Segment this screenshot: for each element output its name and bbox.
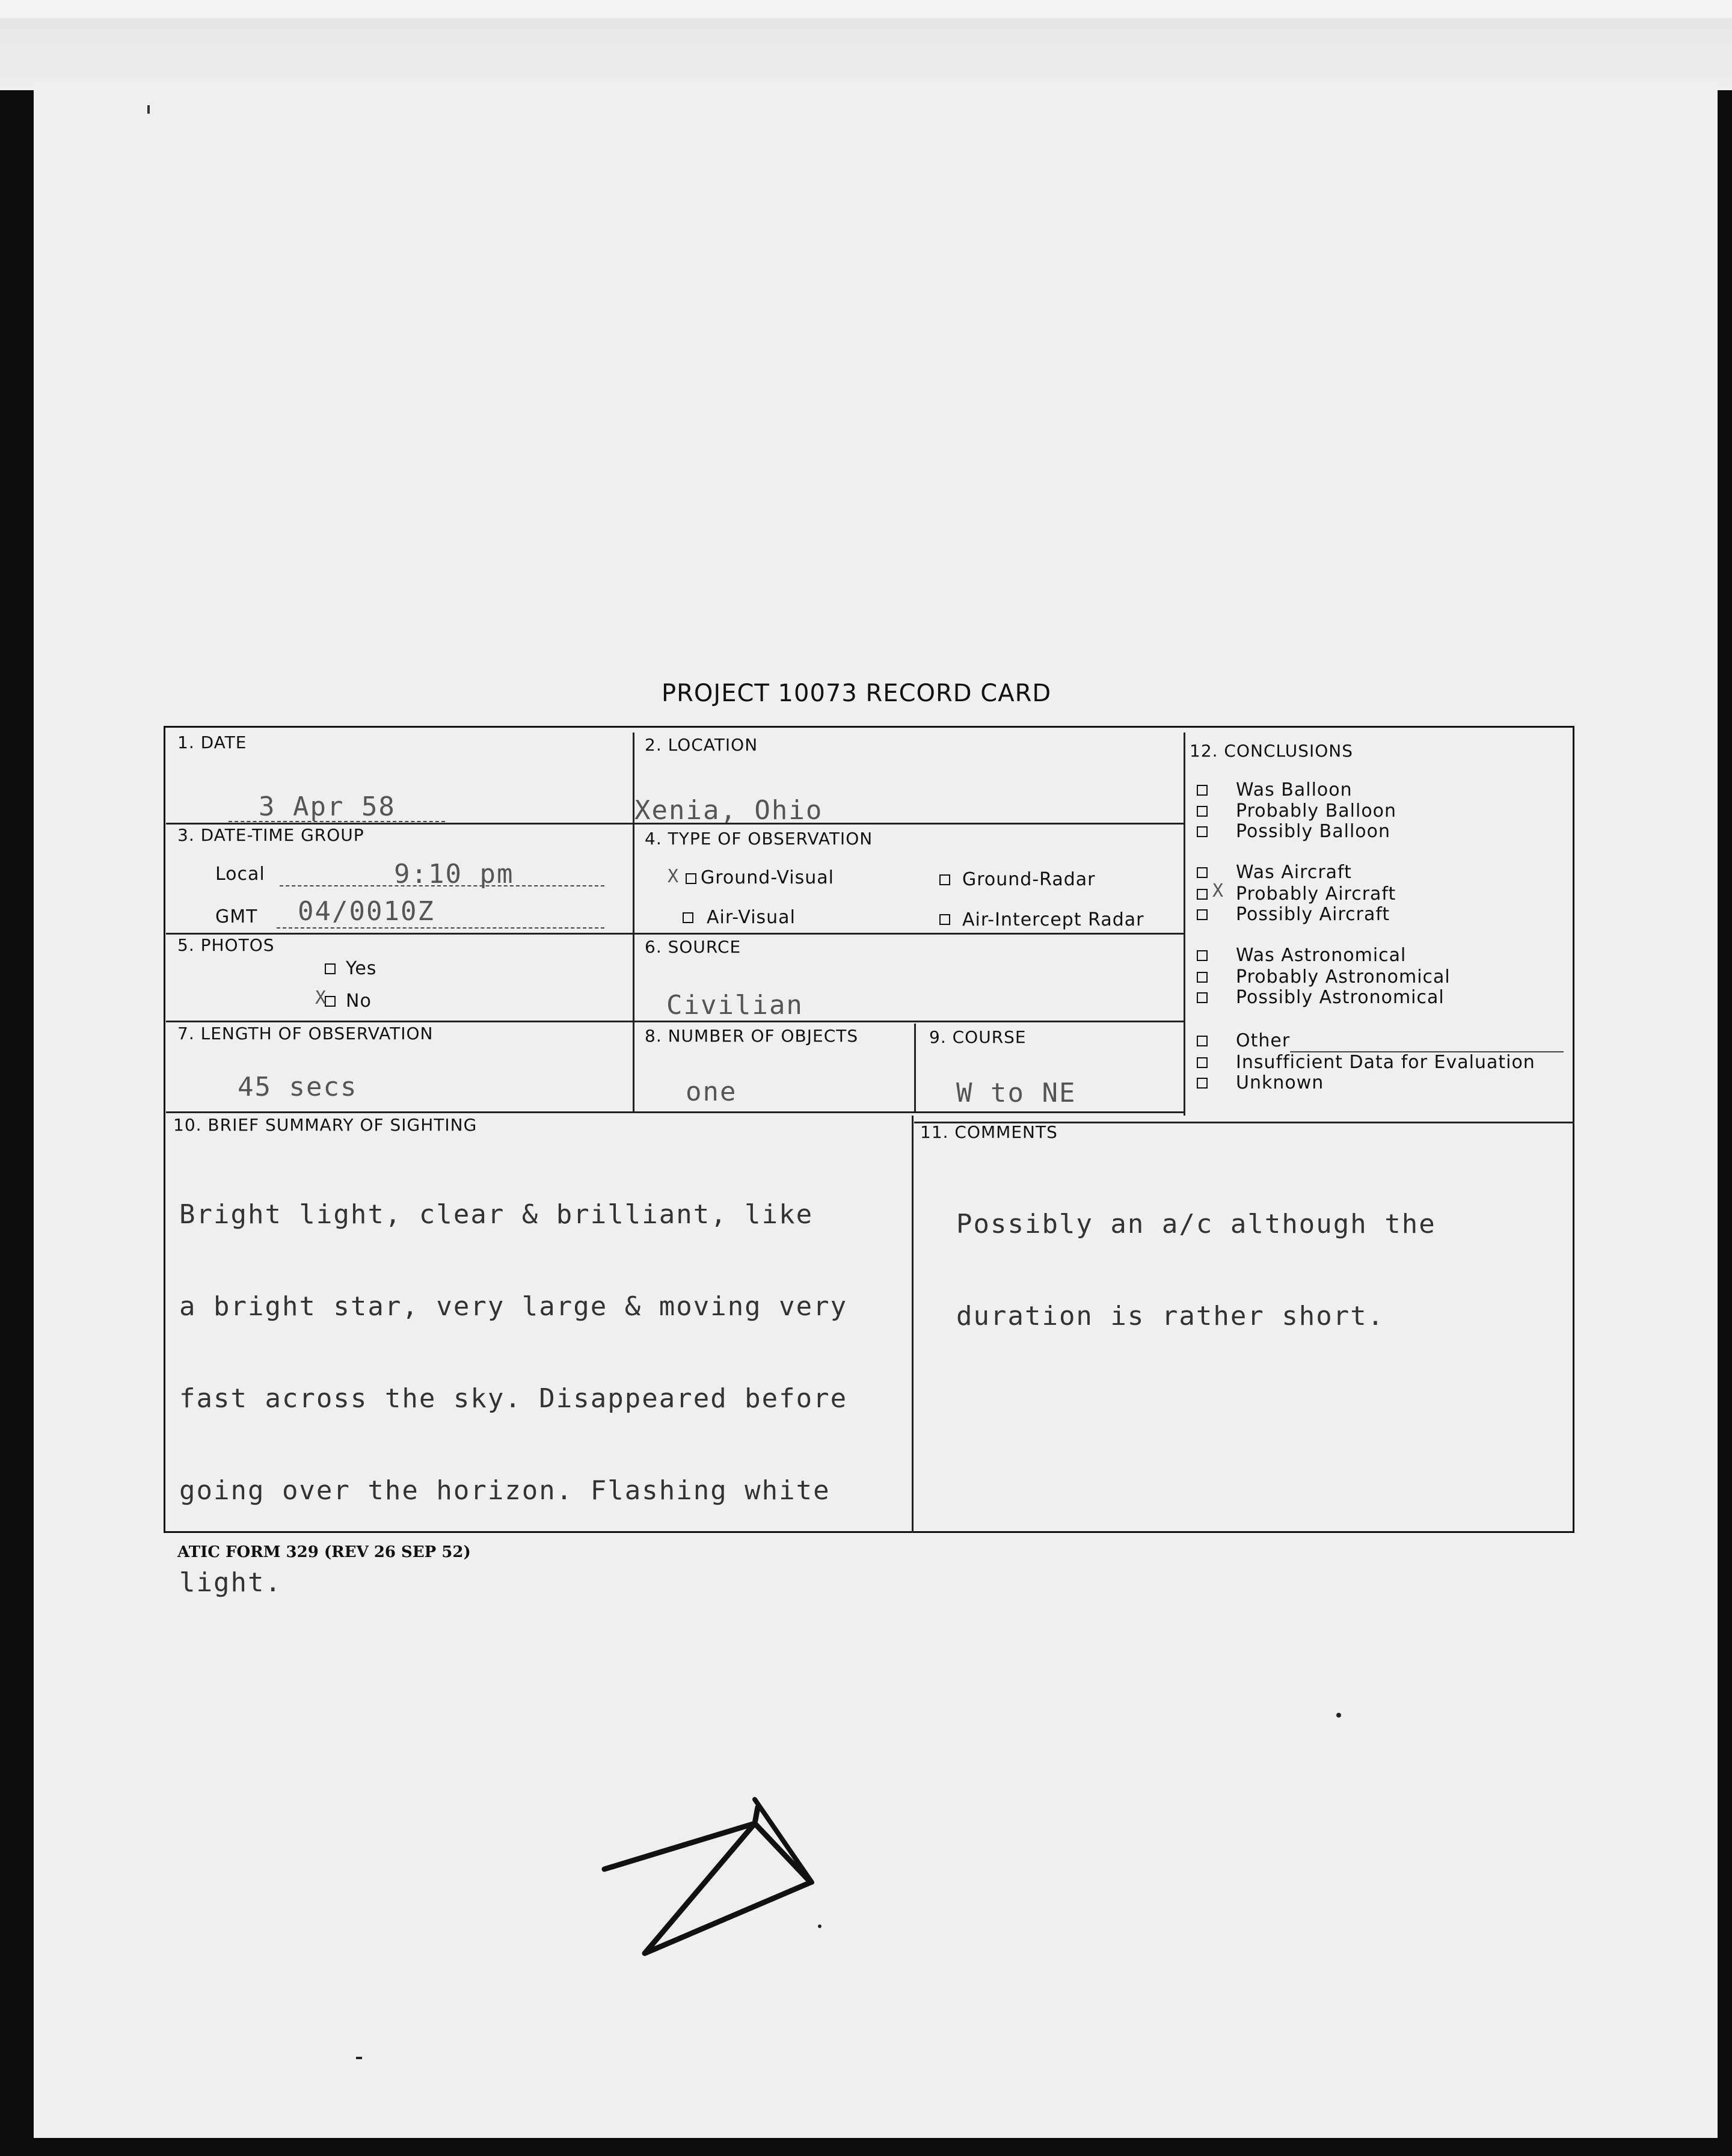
option-possibly-aircraft: Possibly Aircraft [1236, 904, 1390, 925]
checkbox-was-aircraft[interactable] [1197, 867, 1208, 878]
length-label: 7. LENGTH OF OBSERVATION [177, 1024, 434, 1043]
photos-label: 5. PHOTOS [177, 935, 275, 955]
checkmark-photos-no: X [315, 987, 327, 1009]
location-value: Xenia, Ohio [634, 795, 823, 826]
local-label: Local [215, 864, 265, 885]
gmt-label: GMT [215, 906, 258, 927]
option-insufficient-data: Insufficient Data for Evaluation [1236, 1052, 1535, 1073]
comments-line: Possibly an a/c although the [956, 1209, 1436, 1239]
divider-conclusions [1184, 732, 1185, 1116]
checkbox-probably-aircraft[interactable] [1197, 889, 1208, 900]
option-possibly-balloon: Possibly Balloon [1236, 821, 1390, 842]
option-ground-visual: Ground-Visual [701, 867, 834, 888]
checkbox-possibly-astronomical[interactable] [1197, 992, 1208, 1003]
checkbox-was-balloon[interactable] [1197, 785, 1208, 796]
option-ground-radar: Ground-Radar [962, 869, 1096, 890]
row-divider-2 [166, 933, 1184, 935]
comments-line: duration is rather short. [956, 1301, 1385, 1331]
option-was-aircraft: Was Aircraft [1236, 862, 1352, 883]
speck [818, 1924, 821, 1928]
checkmark-ground-visual: X [668, 866, 679, 887]
objects-label: 8. NUMBER OF OBJECTS [645, 1026, 859, 1046]
conclusions-label: 12. CONCLUSIONS [1190, 741, 1354, 761]
option-photos-no: No [346, 990, 372, 1012]
date-underline [229, 821, 445, 822]
checkbox-photos-no[interactable] [325, 996, 336, 1007]
option-probably-balloon: Probably Balloon [1236, 800, 1397, 822]
option-photos-yes: Yes [346, 958, 377, 979]
gmt-underline [277, 927, 604, 929]
speck [1336, 1713, 1341, 1718]
observation-type-label: 4. TYPE OF OBSERVATION [645, 829, 873, 849]
comments-text [956, 1147, 1436, 1362]
checkbox-air-intercept-radar[interactable] [939, 914, 950, 925]
checkbox-photos-yes[interactable] [325, 963, 336, 974]
option-possibly-astronomical: Possibly Astronomical [1236, 987, 1445, 1008]
checkbox-possibly-aircraft[interactable] [1197, 909, 1208, 920]
option-air-intercept-radar: Air-Intercept Radar [962, 909, 1144, 930]
row-divider-3 [166, 1021, 1184, 1022]
checkbox-unknown[interactable] [1197, 1078, 1208, 1089]
summary-line: going over the horizon. Flashing white [179, 1475, 831, 1506]
option-was-balloon: Was Balloon [1236, 779, 1353, 800]
option-unknown: Unknown [1236, 1072, 1324, 1093]
checkmark-probably-aircraft: X [1212, 880, 1224, 901]
checkbox-air-visual[interactable] [683, 912, 693, 923]
summary-line: light. [179, 1567, 282, 1598]
summary-line: fast across the sky. Disappeared before [179, 1383, 848, 1414]
divider-col-course [914, 1024, 916, 1111]
checkbox-possibly-balloon[interactable] [1197, 826, 1208, 837]
location-label: 2. LOCATION [645, 735, 758, 755]
scan-top-shadow [0, 18, 1732, 90]
option-other: Other [1236, 1030, 1291, 1051]
date-label: 1. DATE [177, 732, 247, 752]
hand-drawn-rectangle-icon [595, 1786, 824, 1967]
summary-line: Bright light, clear & brilliant, like [179, 1199, 814, 1230]
checkbox-ground-radar[interactable] [939, 874, 950, 885]
checkbox-was-astronomical[interactable] [1197, 950, 1208, 961]
checkbox-ground-visual[interactable] [686, 873, 696, 884]
speck [147, 105, 150, 114]
course-value: W to NE [956, 1078, 1076, 1108]
card-title: PROJECT 10073 RECORD CARD [662, 680, 1052, 707]
length-value: 45 secs [238, 1072, 358, 1102]
source-value: Civilian [666, 990, 803, 1021]
speck [356, 2057, 362, 2059]
checkbox-other[interactable] [1197, 1036, 1208, 1046]
comments-label: 11. COMMENTS [920, 1122, 1058, 1142]
source-label: 6. SOURCE [645, 937, 742, 957]
date-value: 3 Apr 58 [259, 791, 396, 822]
summary-label: 10. BRIEF SUMMARY OF SIGHTING [173, 1115, 478, 1135]
course-label: 9. COURSE [929, 1027, 1027, 1047]
divider-col1 [633, 732, 634, 1111]
summary-line: a bright star, very large & moving very [179, 1291, 848, 1322]
objects-value: one [686, 1076, 737, 1107]
checkbox-probably-astronomical[interactable] [1197, 972, 1208, 983]
form-number: ATIC FORM 329 (REV 26 SEP 52) [177, 1543, 471, 1561]
checkbox-insufficient-data[interactable] [1197, 1057, 1208, 1068]
option-air-visual: Air-Visual [707, 907, 796, 928]
option-was-astronomical: Was Astronomical [1236, 945, 1407, 966]
option-probably-astronomical: Probably Astronomical [1236, 966, 1451, 987]
datetime-group-label: 3. DATE-TIME GROUP [177, 825, 364, 845]
local-time-value: 9:10 pm [394, 859, 514, 889]
option-probably-aircraft: Probably Aircraft [1236, 883, 1396, 904]
row-divider-4 [166, 1111, 1184, 1113]
divider-summary-comments [912, 1116, 914, 1533]
checkbox-probably-balloon[interactable] [1197, 806, 1208, 817]
gmt-value: 04/0010Z [298, 896, 435, 927]
